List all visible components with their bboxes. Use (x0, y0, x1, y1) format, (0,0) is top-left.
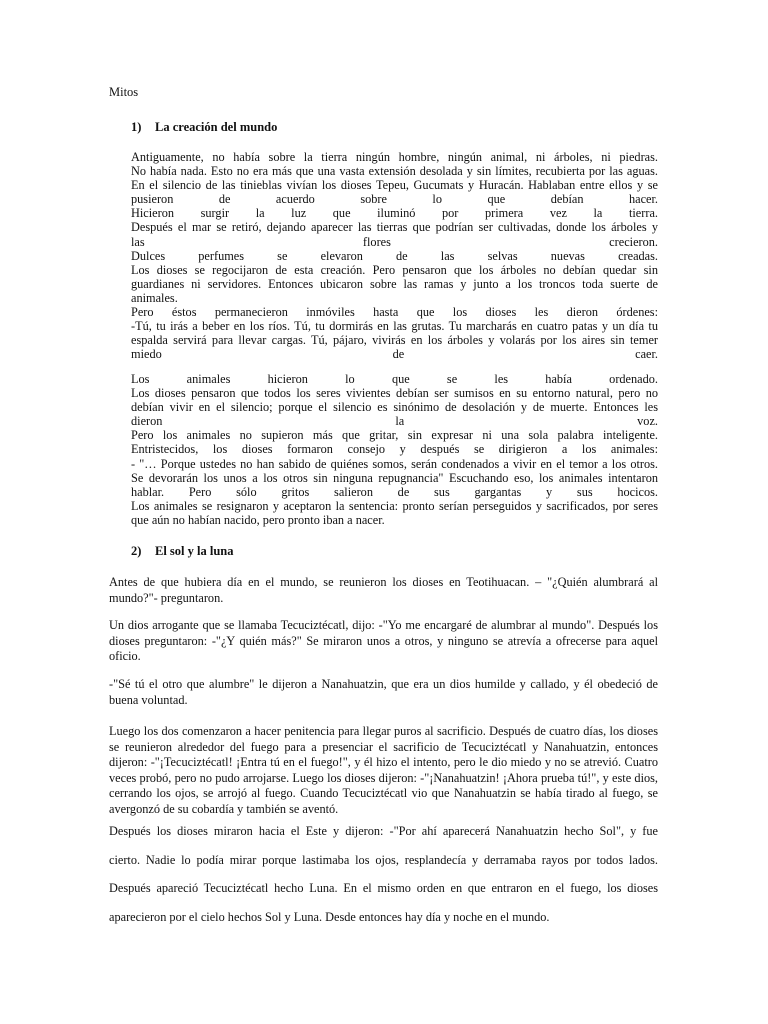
section-2-paragraph: Luego los dos comenzaron a hacer penitencia para llegar puros al sacrificio. Después de cuatro días, los dioses se reunieron alrededor del fuego para a presenciar el sacrificio de Tecuciztécatl y Nanahuatzin, entonces dijeron: -"¡Tecuciztécatl! ¡Entra tú en el fuego!", y él hizo el intento, pero le dio miedo y no se atrevió. Cuatro veces probó, pero no pudo arrojarse. Luego los dioses dijeron: -"¡Nanahuatzin! ¡Ahora prueba tú!", y este dios, cerrando los ojos, se arrojó al fuego. Cuando Tecuciztécatl vio que Nanahuatzin se había tirado al fuego, se avergonzó de su cobardía y también se aventó. (109, 724, 658, 816)
text-line: Antiguamente, no había sobre la tierra ningún hombre, ningún animal, ni árboles, ni piedras. (131, 150, 658, 164)
text-line: Los dioses se regocijaron de esta creación. Pero pensaron que los árboles no debían quedar sin (131, 262, 658, 277)
section-2-line: Después apareció Tecuciztécatl hecho Luna. En el mismo orden en que entraron en el fuego, los dioses (109, 881, 658, 895)
text-line: que aún no habían nacido, pero pronto iban a nacer. (131, 512, 385, 527)
text-line: dieron la voz. (131, 414, 658, 429)
text-line: guardianes ni servidores. Entonces ubicaron sobre las ramas y junto a los troncos toda suerte de (131, 276, 658, 291)
section-2-paragraph: Antes de que hubiera día en el mundo, se reunieron los dioses en Teotihuacan. – "¿Quién alumbrará al mundo?"- preguntaron. (109, 575, 658, 605)
text-line: En el silencio de las tinieblas vivían los dioses Tepeu, Gucumats y Huracán. Hablaban entre ellos y se (131, 178, 658, 193)
document-title: Mitos (109, 85, 139, 99)
text-line: las flores crecieron. (131, 234, 658, 249)
text-line: Pero éstos permanecieron inmóviles hasta que los dioses les dieron órdenes: (131, 305, 658, 320)
text-line: Pero los animales no supieron más que gritar, sin expresar ni una sola palabra inteligente. (131, 428, 658, 443)
section-2-line: Después los dioses miraron hacia el Este y dijeron: -"Por ahí aparecerá Nanahuatzin hecho Sol", y fue (109, 824, 658, 838)
section-2-paragraph: Un dios arrogante que se llamaba Tecuciztécatl, dijo: -"Yo me encargaré de alumbrar al mundo". Después los dioses preguntaron: -"¿Y quién más?" Se miraron unos a otros, y ninguno se atrevía a ofrecerse para aquel oficio. (109, 618, 658, 664)
section-2-number: 2) (131, 544, 142, 558)
text-line: Dulces perfumes se elevaron de las selvas nuevas creadas. (131, 248, 658, 263)
text-line: Los dioses pensaron que todos los seres vivientes debían ser sumisos en su entorno natural, pero no (131, 386, 658, 401)
text-line: debían vivir en el silencio; porque el silencio es sinónimo de desolación y de muerte. Entonces les (131, 400, 658, 415)
section-2-paragraph: -"Sé tú el otro que alumbre" le dijeron a Nanahuatzin, que era un dios humilde y callado, y él obedeció de buena voluntad. (109, 677, 658, 707)
text-line: Se devorarán los unos a los otros sin ninguna repugnancia" Escuchando eso, los animales intentaron (131, 470, 658, 485)
section-2-title: El sol y la luna (155, 544, 234, 558)
section-1-number: 1) (131, 120, 142, 134)
text-line: - "… Porque ustedes no han sabido de quiénes somos, serán condenados a vivir en el temor a los otros. (131, 456, 658, 471)
text-line: No había nada. Esto no era más que una vasta extensión desolada y sin límites, recubierta por las aguas. (131, 164, 658, 179)
section-1-title: La creación del mundo (155, 120, 278, 134)
text-line: pusieron de acuerdo sobre lo que debían hacer. (131, 192, 658, 207)
text-line: miedo de caer. (131, 347, 658, 362)
text-line: Los animales hicieron lo que se les había ordenado. (131, 372, 658, 386)
section-1-text-block-2 (131, 372, 658, 527)
text-line: Después el mar se retiró, dejando aparecer las tierras que podrían ser cultivadas, donde los árboles y (131, 220, 658, 235)
section-1-heading (131, 119, 277, 135)
text-line: espalda servirá para llevar cargas. Tú, pájaro, vivirás en los árboles y volarás por los aires sin temer (131, 333, 658, 348)
text-line: -Tú, tu irás a beber en los ríos. Tú, tu dormirás en las grutas. Tu marcharás en cuatro patas y un día tu (131, 319, 658, 334)
section-2-heading (131, 543, 234, 559)
text-line: Entristecidos, los dioses formaron consejo y después se dirigieron a los animales: (131, 442, 658, 457)
text-line: hablar. Pero sólo gritos salieron de sus gargantas y sus hocicos. (131, 484, 658, 499)
text-line: Hicieron surgir la luz que iluminó por primera vez la tierra. (131, 206, 658, 221)
section-2-line: cierto. Nadie lo podía mirar porque lastimaba los ojos, resplandecía y derramaba rayos por todos lados. (109, 853, 658, 867)
section-1-text-block-1 (131, 150, 658, 361)
text-line: Los animales se resignaron y aceptaron la sentencia: pronto serían perseguidos y sacrificados, por seres (131, 498, 658, 513)
section-2-line: aparecieron por el cielo hechos Sol y Luna. Desde entonces hay día y noche en el mundo. (109, 910, 550, 924)
text-line: animales. (131, 290, 178, 305)
